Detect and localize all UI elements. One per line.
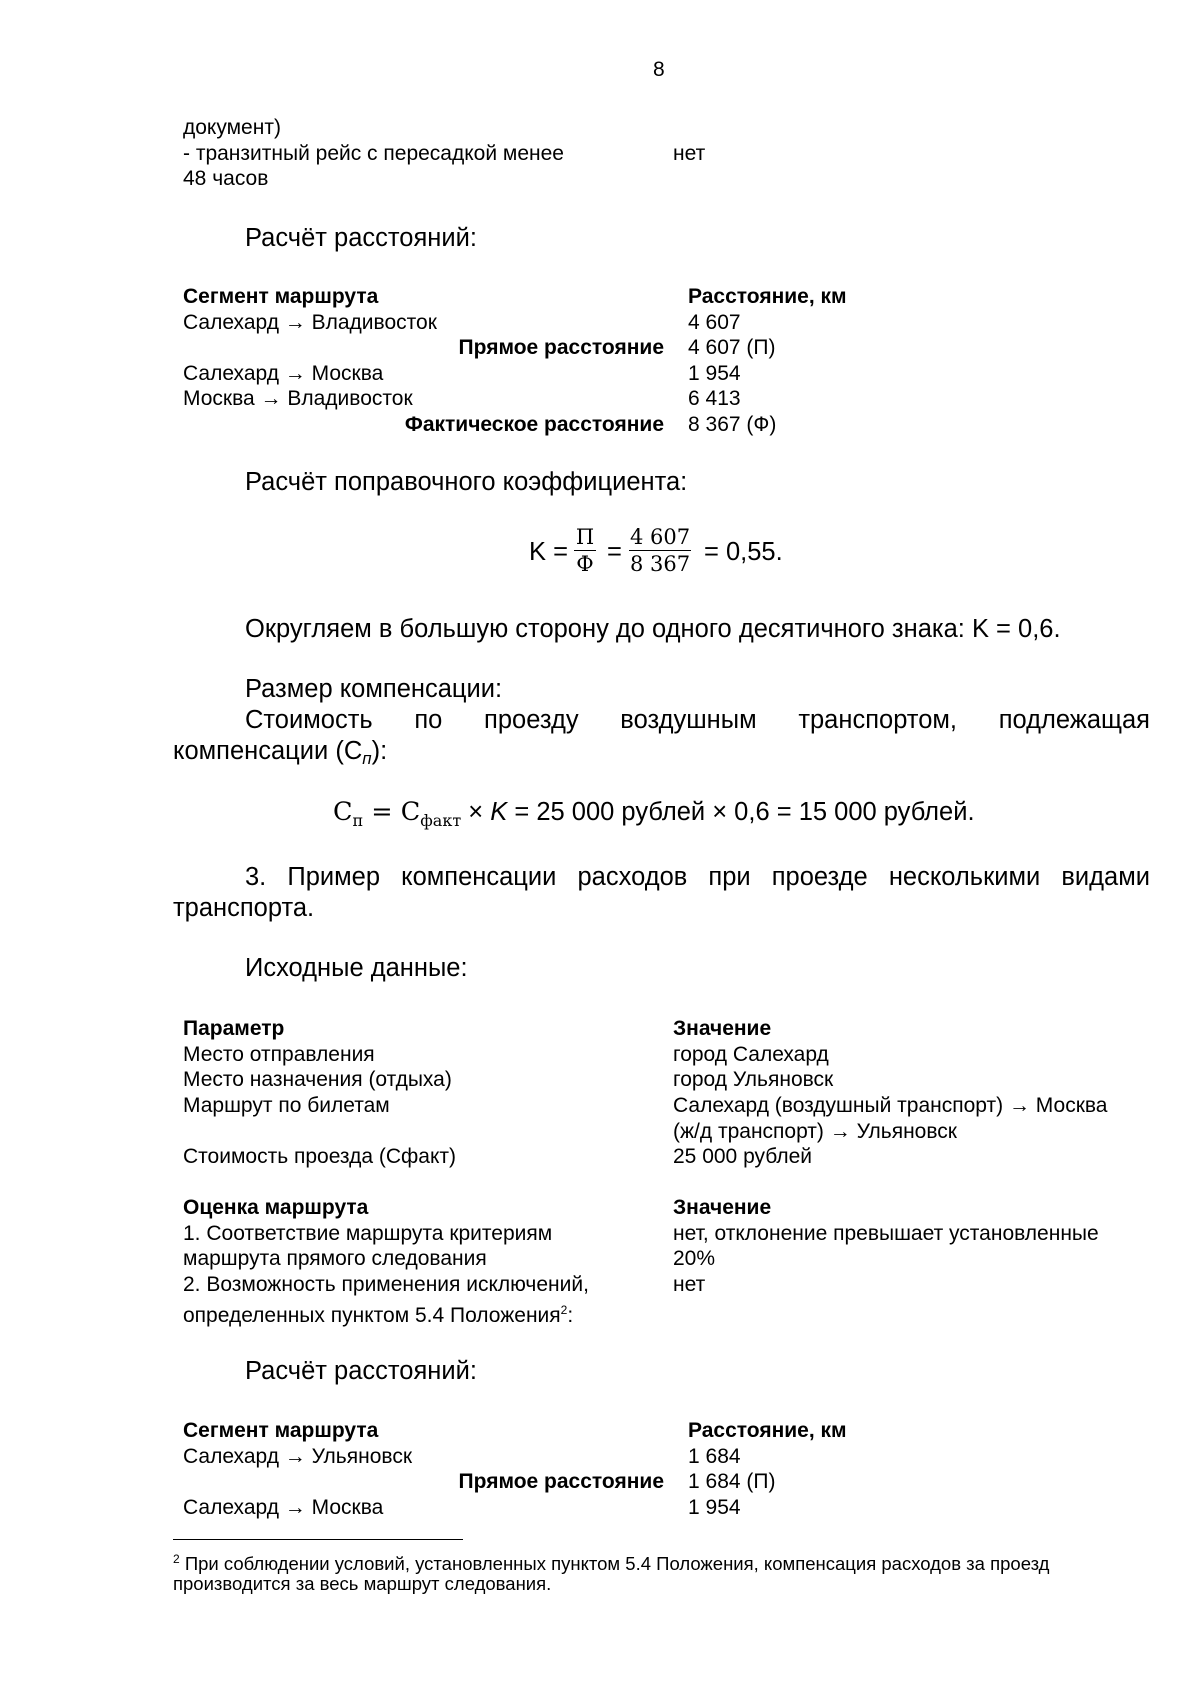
fraction-denominator: 8 367 — [629, 552, 691, 576]
continuation-line-2: - транзитный рейс с пересадкой менее — [183, 142, 564, 165]
section-heading-source-data: Исходные данные: — [245, 954, 468, 982]
table-header-evaluation: Оценка маршрута — [183, 1196, 369, 1219]
example-title-line-1: 3. Пример компенсации расходов при проезде несколькими видами — [245, 863, 1150, 891]
table-row-distance: 1 954 — [688, 362, 741, 385]
param-value: город Ульяновск — [673, 1068, 834, 1091]
table-row-distance: 1 954 — [688, 1496, 741, 1519]
footnote-reference: 2 — [560, 1303, 568, 1317]
param-name: Маршрут по билетам — [183, 1094, 390, 1117]
table-header-segment: Сегмент маршрута — [183, 285, 379, 308]
direct-distance-label: Прямое расстояние — [458, 1470, 664, 1493]
table-row-segment: Салехард → Москва — [183, 362, 384, 385]
table-row-segment: Салехард → Ульяновск — [183, 1445, 413, 1468]
param-name: Место назначения (отдыха) — [183, 1068, 452, 1091]
table-header-parameter: Параметр — [183, 1017, 285, 1040]
evaluation-value-line-2: 20% — [673, 1247, 716, 1270]
direct-distance-value: 4 607 (П) — [688, 336, 776, 359]
param-value-line-1: Салехард (воздушный транспорт) → Москва — [673, 1094, 1108, 1117]
actual-distance-value: 8 367 (Ф) — [688, 413, 777, 436]
continuation-line-3: 48 часов — [183, 167, 269, 190]
evaluation-value-line-1: нет, отклонение превышает установленные — [673, 1222, 1099, 1245]
table-row-distance: 4 607 — [688, 311, 741, 334]
fraction-values — [629, 524, 691, 577]
continuation-line-1: документ) — [183, 116, 281, 139]
table-header-value: Значение — [673, 1017, 772, 1040]
table-header-evaluation-value: Значение — [673, 1196, 772, 1219]
continuation-value: нет — [673, 142, 706, 165]
direct-distance-label: Прямое расстояние — [458, 336, 664, 359]
fraction-p-over-f — [574, 524, 596, 577]
page-number: 8 — [653, 58, 665, 81]
evaluation-line-1: 2. Возможность применения исключений, — [183, 1273, 589, 1296]
table-header-distance: Расстояние, км — [688, 1419, 847, 1442]
formula-k-equals: K = — [529, 538, 568, 566]
table-row-segment: Салехард → Владивосток — [183, 311, 437, 334]
section-heading-distances-2: Расчёт расстояний: — [245, 1357, 477, 1385]
evaluation-line-2: определенных пунктом 5.4 Положения$^2$: — [183, 1303, 574, 1327]
section-heading-distances: Расчёт расстояний: — [245, 224, 477, 252]
table-row-distance: 1 684 — [688, 1445, 741, 1468]
table-header-distance: Расстояние, км — [688, 285, 847, 308]
section-heading-coefficient: Расчёт поправочного коэффициента: — [245, 468, 688, 496]
table-header-segment: Сегмент маршрута — [183, 1419, 379, 1442]
param-name: Место отправления — [183, 1043, 375, 1066]
actual-distance-label: Фактическое расстояние — [404, 413, 664, 436]
fraction-numerator: П — [575, 525, 595, 549]
table-row-distance: 6 413 — [688, 387, 741, 410]
param-name: Стоимость проезда (Сфакт) — [183, 1145, 456, 1168]
example-title-line-2: транспорта. — [173, 894, 315, 922]
footnote-line-2: производится за весь маршрут следования. — [173, 1573, 552, 1594]
param-value: город Салехард — [673, 1043, 829, 1066]
formula-result: = 0,55. — [704, 538, 783, 566]
footnote-mark: 2 — [173, 1552, 180, 1566]
formula-equals: = — [607, 538, 622, 566]
fraction-numerator: 4 607 — [629, 525, 691, 549]
param-value-line-2: (ж/д транспорт) → Ульяновск — [673, 1120, 957, 1143]
evaluation-value-line-1: нет — [673, 1273, 706, 1296]
compensation-formula: $С_п = С_{факт} \times K = 25$ 000 рублей × 0,6 = 15 000 рублей. — [333, 797, 975, 831]
table-row-segment: Москва → Владивосток — [183, 387, 413, 410]
param-value: 25 000 рублей — [673, 1145, 812, 1168]
footnote-line-1: $^2$ При соблюдении условий, установленных пунктом 5.4 Положения, компенсация расходов за проезд — [173, 1552, 1050, 1575]
evaluation-line-1: 1. Соответствие маршрута критериям — [183, 1222, 553, 1245]
rounding-text: Округляем в большую сторону до одного десятичного знака: K = 0,6. — [245, 615, 1061, 643]
compensation-paragraph-line-1: Стоимость по проезду воздушным транспортом, подлежащая — [245, 706, 1150, 734]
evaluation-line-2: маршрута прямого следования — [183, 1247, 487, 1270]
table-row-segment: Салехард → Москва — [183, 1496, 384, 1519]
fraction-denominator: Ф — [576, 552, 594, 576]
compensation-paragraph-line-2: компенсации (Сп): — [173, 737, 388, 768]
direct-distance-value: 1 684 (П) — [688, 1470, 776, 1493]
footnote-separator — [173, 1539, 463, 1540]
section-heading-compensation: Размер компенсации: — [245, 675, 503, 703]
